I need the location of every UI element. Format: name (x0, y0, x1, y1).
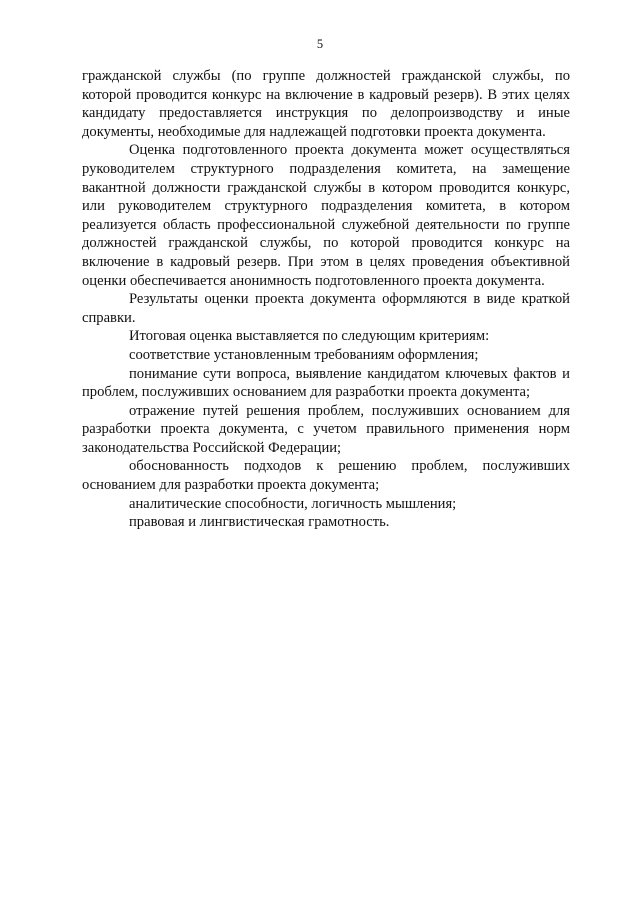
document-body (82, 67, 570, 532)
page-number: 5 (316, 37, 324, 51)
paragraph-results: Результаты оценки проекта документа оформляются в виде краткой справки. (82, 291, 570, 326)
criterion-formatting: соответствие установленным требованиям оформления; (129, 346, 479, 363)
paragraph-continuation: гражданской службы (по группе должностей гражданской службы, по которой проводится конкурс на включение в кадровый резерв). В этих целях кандидату предоставляется инструкция по делопроизводству и иные документы, необходимые для надлежащей подготовки проекта документа. (82, 68, 570, 140)
paragraph-criteria-intro: Итоговая оценка выставляется по следующим критериям: (129, 328, 490, 345)
paragraph-evaluation: Оценка подготовленного проекта документа может осуществляться руководителем структурного подразделения комитета, на замещение вакантной должности гражданской службы в котором проводится конкурс, или руководителем структурного подразделения комитета, в котором реализуется область профессиональной служебной деятельности по группе должностей гражданской службы, по которой проводится конкурс на включение в кадровый резерв. При этом в целях проведения объективной оценки обеспечивается анонимность подготовленного проекта документа. (82, 142, 570, 289)
criterion-solutions: отражение путей решения проблем, послуживших основанием для разработки проекта документа, с учетом правильного применения норм законодательства Российской Федерации; (82, 402, 570, 456)
criterion-understanding: понимание сути вопроса, выявление кандидатом ключевых фактов и проблем, послуживших основанием для разработки проекта документа; (82, 365, 570, 401)
criterion-analytics: аналитические способности, логичность мышления; (129, 495, 457, 512)
criterion-justification: обоснованность подходов к решению проблем, послуживших основанием для разработки проекта документа; (82, 458, 570, 494)
criterion-literacy: правовая и лингвистическая грамотность. (129, 514, 390, 531)
